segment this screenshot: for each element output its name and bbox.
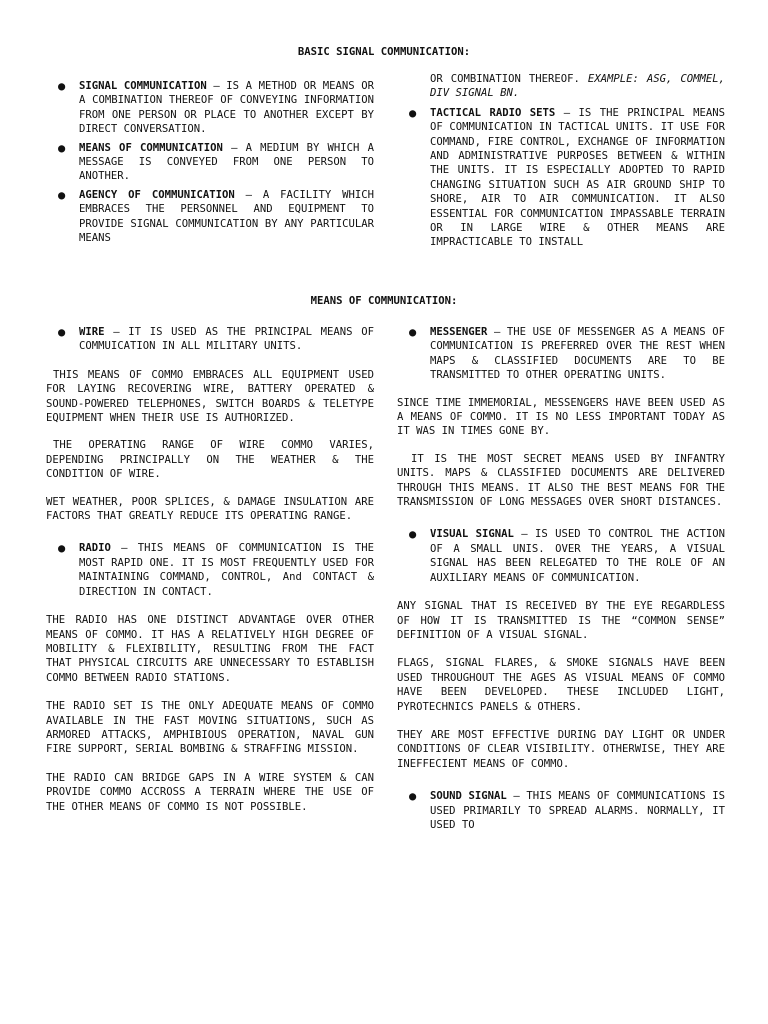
page-title: BASIC SIGNAL COMMUNICATION: xyxy=(297,46,471,58)
bullet-dot: ● xyxy=(58,140,66,155)
term-visual-signal: VISUAL SIGNAL xyxy=(430,528,514,541)
basic-right-column xyxy=(397,72,725,250)
bullet-visual-signal xyxy=(397,527,725,585)
def-messenger: – THE USE OF MESSENGER AS A MEANS OF COMMUNICATION IS PREFERRED OVER THE REST WHEN MAPS & CLASSIFIED DOCUMENTS ARE TO BE TRANSMITTED TO OTHER OPERATING UNITS. xyxy=(430,326,725,382)
bullet-messenger xyxy=(397,325,725,383)
bullet-wire xyxy=(46,325,374,354)
wire-paragraph-1: THIS MEANS OF COMMO EMBRACES ALL EQUIPMENT USED FOR LAYING RECOVERING WIRE, BATTERY OPERATED & SOUND-POWERED TELEPHONES, SWITCH BOARDS & TELETYPE EQUIPMENT WHEN THEIR USE IS AUTHORIZED. xyxy=(46,368,374,425)
messenger-paragraph-1: SINCE TIME IMMEMORIAL, MESSENGERS HAVE BEEN USED AS A MEANS OF COMMO. IT IS NO LESS IMPORTANT TODAY AS IT WAS IN TIMES GONE BY. xyxy=(397,396,725,438)
bullet-signal-communication xyxy=(46,79,374,137)
def-wire: – IT IS USED AS THE PRINCIPAL MEANS OF COMMUICATION IN ALL MILITARY UNITS. xyxy=(79,326,374,353)
agency-example: EXAMPLE: ASG, COMMEL, DIV SIGNAL BN. xyxy=(430,73,725,100)
bullet-dot: ● xyxy=(409,105,417,120)
radio-paragraph-3: THE RADIO CAN BRIDGE GAPS IN A WIRE SYSTEM & CAN PROVIDE COMMO ACCROSS A TERRAIN WHERE THE USE OF THE OTHER MEANS OF COMMO IS NOT POSSIBLE. xyxy=(46,771,374,813)
def-signal-communication: – IS A METHOD OR MEANS OR A COMBINATION THEREOF OF CONVEYING INFORMATION FROM ONE PERSON OR PLACE TO ANOTHER EXCEPT BY DIRECT CONVERSATION. xyxy=(79,80,375,136)
visual-paragraph-1: ANY SIGNAL THAT IS RECEIVED BY THE EYE REGARDLESS OF HOW IT IS TRANSMITTED IS THE “COMMON SENSE” DEFINITION OF A VISUAL SIGNAL. xyxy=(397,600,725,641)
radio-paragraph-2: THE RADIO SET IS THE ONLY ADEQUATE MEANS OF COMMO AVAILABLE IN THE FAST MOVING SITUATIONS, SUCH AS ARMORED ATTACKS, AMPHIBIOUS OPERATION, NAVAL GUN FIRE SUPPORT, SERIAL BOMBING & STRAFFING MISSION. xyxy=(46,700,374,756)
agency-continuation-text: OR COMBINATION THEREOF. xyxy=(430,73,580,85)
bullet-agency-of-communication xyxy=(46,188,374,246)
term-radio: RADIO xyxy=(79,542,111,555)
wire-paragraph-2: THE OPERATING RANGE OF WIRE COMMO VARIES, DEPENDING PRINCIPALLY ON THE WEATHER & THE CONDITION OF WIRE. xyxy=(46,439,374,481)
term-means-of-communication: MEANS OF COMMUNICATION xyxy=(79,141,223,154)
term-sound-signal: SOUND SIGNAL xyxy=(430,790,507,803)
term-tactical-radio-sets: TACTICAL RADIO SETS xyxy=(430,106,556,119)
def-means-of-communication: – A MEDIUM BY WHICH A MESSAGE IS CONVEYED FROM ONE PERSON TO ANOTHER. xyxy=(79,141,374,183)
messenger-paragraph-2: IT IS THE MOST SECRET MEANS USED BY INFANTRY UNITS. MAPS & CLASSIFIED DOCUMENTS ARE DELIVERED THROUGH THIS MEANS. IT ALSO THE BEST MEANS FOR THE TRANSMISSION OF LONG MESSAGES OVER SHORT DISTANCES. xyxy=(397,452,725,509)
bullet-means-of-communication xyxy=(46,141,374,184)
bullet-dot: ● xyxy=(58,79,66,93)
means-left-column xyxy=(46,325,374,814)
bullet-dot: ● xyxy=(409,789,417,804)
def-radio: – THIS MEANS OF COMMUNICATION IS THE MOST RAPID ONE. IT IS MOST FREQUENTLY USED FOR MAINTAINING COMMAND, CONTROL, And CONTACT & DIRECTION IN CONTACT. xyxy=(79,542,374,598)
bullet-dot: ● xyxy=(58,325,66,339)
bullet-dot: ● xyxy=(409,527,417,542)
bullet-tactical-radio-sets xyxy=(397,106,725,250)
def-tactical-radio-sets: – IS THE PRINCIPAL MEANS OF COMMUNICATION IN TACTICAL UNITS. IT USE FOR COMMAND, FIRE CONTROL, EXCHANGE OF INFORMATION AND ADMINISTRATIVE PURPOSES BETWEEN & WITHIN THE UNITS. IT IS ESPECIALLY ADOPTED TO RAPID CHANGING SITUATION SUCH AS AIR GROUND SHIP TO SHORE, AIR TO AIR COMMUNICATION. IT ALSO ESSENTIAL FOR COMMUNICATION IMPASSABLE TERRAIN OR IN LARGE WIRE & OTHER MEANS ARE IMPRACTICABLE TO INSTALL xyxy=(430,106,726,249)
basic-left-column xyxy=(46,79,374,245)
def-agency-of-communication: – A FACILITY WHICH EMBRACES THE PERSONNEL AND EQUIPMENT TO PROVIDE SIGNAL COMMUNICATION BY ANY PARTICULAR MEANS xyxy=(79,188,374,245)
visual-paragraph-2: FLAGS, SIGNAL FLARES, & SMOKE SIGNALS HAVE BEEN USED THROUGHOUT THE AGES AS VISUAL MEANS OF COMMO HAVE BEEN DEVELOPED. THESE INCLUDED LIGHT, PYROTECHNICS PANELS & OTHERS. xyxy=(397,657,725,713)
term-messenger: MESSENGER xyxy=(430,326,488,338)
bullet-dot: ● xyxy=(58,187,66,202)
term-agency-of-communication: AGENCY OF COMMUNICATION xyxy=(79,188,235,201)
bullet-dot: ● xyxy=(58,541,66,556)
agency-continuation xyxy=(397,72,725,101)
bullet-dot: ● xyxy=(409,325,417,339)
radio-paragraph-1: THE RADIO HAS ONE DISTINCT ADVANTAGE OVER OTHER MEANS OF COMMO. IT HAS A RELATIVELY HIGH DEGREE OF MOBILITY & FLEXIBILITY, RESULTING FROM THE FACT THAT PHYSICAL CIRCUITS ARE UNNECESSARY TO ESTABLISH COMMO BETWEEN RADIO STATIONS. xyxy=(46,614,374,684)
bullet-sound-signal xyxy=(397,789,725,832)
bullet-radio xyxy=(46,541,374,599)
section-title: MEANS OF COMMUNICATION: xyxy=(310,295,458,307)
means-right-column xyxy=(397,325,725,832)
term-wire: WIRE xyxy=(79,326,105,338)
term-signal-communication: SIGNAL COMMUNICATION xyxy=(79,80,207,92)
def-sound-signal: – THIS MEANS OF COMMUNICATIONS IS USED PRIMARILY TO SPREAD ALARMS. NORMALLY, IT USED TO xyxy=(430,790,725,831)
visual-paragraph-3: THEY ARE MOST EFFECTIVE DURING DAY LIGHT OR UNDER CONDITIONS OF CLEAR VISIBILITY. OTHERWISE, THEY ARE INEFFECIENT MEANS OF COMMO. xyxy=(397,728,725,770)
wire-paragraph-3: WET WEATHER, POOR SPLICES, & DAMAGE INSULATION ARE FACTORS THAT GREATLY REDUCE ITS OPERATING RANGE. xyxy=(46,495,374,523)
def-visual-signal: – IS USED TO CONTROL THE ACTION OF A SMALL UNIS. OVER THE YEARS, A VISUAL SIGNAL HAS BEEN RELEGATED TO THE ROLE OF AN AUXILIARY MEANS OF COMMUNICATION. xyxy=(430,528,725,584)
